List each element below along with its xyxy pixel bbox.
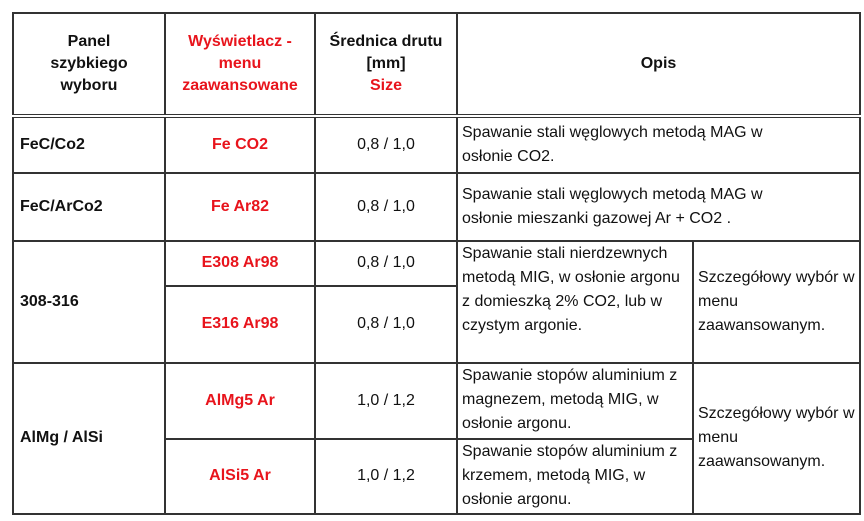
header-diameter-line1: Średnica drutu [329,32,443,50]
table-row [13,173,860,241]
row-description [457,173,860,241]
header-diameter-size: Size [369,76,402,94]
row-panel: FeC/Co2 [13,116,165,173]
table-row [13,116,860,173]
header-description: Opis [457,13,860,116]
group-al-display-2: AlSi5 Ar [165,439,315,514]
group-al-description-2: Spawanie stopów aluminium z krzemem, metodą MIG, w osłonie argonu. [457,439,693,514]
row-display: Fe CO2 [165,116,315,173]
header-panel [13,13,165,116]
header-diameter [315,13,457,116]
header-row [13,13,860,116]
header-display [165,13,315,116]
group-308-display-2: E316 Ar98 [165,286,315,362]
group-308-note: Szczegółowy wybór w menu zaawansowanym. [693,241,860,363]
header-diameter-line2: [mm] [366,54,406,72]
row-panel: FeC/ArCo2 [13,173,165,241]
row-description [457,116,860,173]
table-row [13,363,860,439]
group-308-panel: 308-316 [13,241,165,363]
group-al-panel: AlMg / AlSi [13,363,165,514]
row-size: 0,8 / 1,0 [315,116,457,173]
welding-programs-table [12,12,861,515]
header-display-text: Wyświetlacz - menu zaawansowane [182,32,298,94]
group-308-description: Spawanie stali nierdzewnych metodą MIG, w osłonie argonu z domieszką 2% CO2, lub w czystym argonie. [457,241,693,363]
group-308-size-1: 0,8 / 1,0 [315,241,457,287]
header-panel-text: Panel szybkiego wyboru [50,32,128,94]
group-al-size-2: 1,0 / 1,2 [315,439,457,514]
group-308-display-1: E308 Ar98 [165,241,315,287]
group-308-size-2: 0,8 / 1,0 [315,286,457,362]
row-description-text: Spawanie stali węglowych metodą MAG w osłonie mieszanki gazowej Ar + CO2 . [462,185,763,227]
row-display: Fe Ar82 [165,173,315,241]
group-al-size-1: 1,0 / 1,2 [315,363,457,439]
row-description-text: Spawanie stali węglowych metodą MAG w osłonie CO2. [462,123,763,165]
table-row [13,241,860,287]
group-al-display-1: AlMg5 Ar [165,363,315,439]
group-al-note: Szczegółowy wybór w menu zaawansowanym. [693,363,860,514]
row-size: 0,8 / 1,0 [315,173,457,241]
group-al-description-1: Spawanie stopów aluminium z magnezem, metodą MIG, w osłonie argonu. [457,363,693,439]
